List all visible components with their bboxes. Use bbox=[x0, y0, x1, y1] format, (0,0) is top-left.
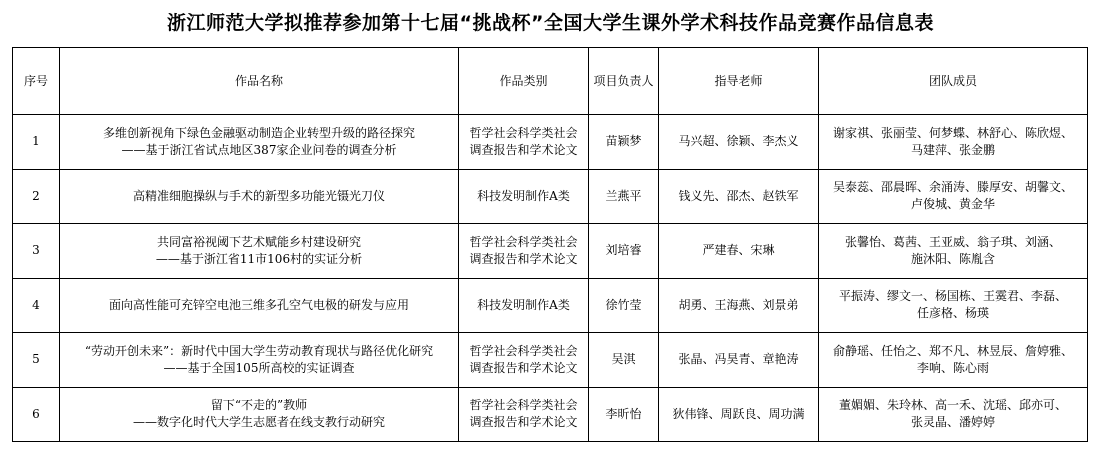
works-info-table bbox=[12, 47, 1088, 442]
cell-leader: 徐竹莹 bbox=[589, 278, 659, 333]
category-line-1: 哲学社会科学类社会 bbox=[469, 234, 578, 249]
category-line-1: 科技发明制作A类 bbox=[477, 297, 570, 312]
members-line-2: 张灵晶、潘婷婷 bbox=[910, 415, 995, 430]
cell-advisor: 张晶、冯昊青、章艳涛 bbox=[659, 333, 819, 388]
cell-name bbox=[60, 333, 459, 388]
name-line-1: 共同富裕视阈下艺术赋能乡村建设研究 bbox=[156, 234, 361, 249]
category-line-1: 哲学社会科学类社会 bbox=[469, 398, 578, 413]
name-line-2: ——基于浙江省11市106村的实证分析 bbox=[155, 251, 363, 266]
name-line-2: ——基于全国105所高校的实证调查 bbox=[163, 360, 355, 375]
table-header-row bbox=[13, 48, 1088, 115]
page-title: 浙江师范大学拟推荐参加第十七届“挑战杯”全国大学生课外学术科技作品竞赛作品信息表 bbox=[167, 12, 934, 34]
category-line-2: 调查报告和学术论文 bbox=[469, 415, 578, 430]
cell-name bbox=[60, 115, 459, 170]
cell-members bbox=[819, 387, 1088, 442]
cell-advisor: 严建春、宋琳 bbox=[659, 224, 819, 279]
header-index: 序号 bbox=[13, 48, 60, 115]
cell-category bbox=[459, 115, 589, 170]
name-line-1: 留下“不走的”教师 bbox=[210, 398, 308, 413]
cell-name bbox=[60, 224, 459, 279]
table-row bbox=[13, 224, 1088, 279]
cell-members bbox=[819, 224, 1088, 279]
header-leader: 项目负责人 bbox=[589, 48, 659, 115]
cell-index: 1 bbox=[13, 115, 60, 170]
category-line-1: 科技发明制作A类 bbox=[477, 188, 570, 203]
cell-advisor: 马兴超、徐颖、李杰义 bbox=[659, 115, 819, 170]
cell-advisor: 钱义先、邵杰、赵铁军 bbox=[659, 169, 819, 224]
cell-leader: 吴淇 bbox=[589, 333, 659, 388]
name-line-2: ——基于浙江省试点地区387家企业问卷的调查分析 bbox=[121, 142, 397, 157]
header-members: 团队成员 bbox=[819, 48, 1088, 115]
name-line-1: “劳动开创未来”：新时代中国大学生劳动教育现状与路径优化研究 bbox=[84, 343, 434, 358]
category-line-2: 调查报告和学术论文 bbox=[469, 360, 578, 375]
cell-index: 3 bbox=[13, 224, 60, 279]
members-line-1: 俞静瑶、任怡之、郑不凡、林昱辰、詹婷雅、 bbox=[832, 343, 1073, 358]
cell-name bbox=[60, 169, 459, 224]
cell-index: 6 bbox=[13, 387, 60, 442]
name-line-1: 多维创新视角下绿色金融驱动制造企业转型升级的路径探究 bbox=[102, 125, 415, 140]
cell-members bbox=[819, 278, 1088, 333]
cell-index: 4 bbox=[13, 278, 60, 333]
cell-index: 2 bbox=[13, 169, 60, 224]
cell-name bbox=[60, 387, 459, 442]
members-line-1: 谢家祺、张丽莹、何梦蝶、林舒心、陈欣煜、 bbox=[832, 125, 1073, 140]
cell-category bbox=[459, 169, 589, 224]
cell-leader: 苗颖梦 bbox=[589, 115, 659, 170]
category-line-2: 调查报告和学术论文 bbox=[469, 251, 578, 266]
members-line-1: 平振涛、缪文一、杨国栋、王霙君、李磊、 bbox=[838, 289, 1067, 304]
table-row bbox=[13, 387, 1088, 442]
table-row bbox=[13, 333, 1088, 388]
cell-members bbox=[819, 115, 1088, 170]
table-row bbox=[13, 169, 1088, 224]
cell-category bbox=[459, 278, 589, 333]
members-line-2: 任彦格、杨瑛 bbox=[916, 306, 989, 321]
header-advisor: 指导老师 bbox=[659, 48, 819, 115]
cell-category bbox=[459, 387, 589, 442]
cell-leader: 刘培睿 bbox=[589, 224, 659, 279]
cell-advisor: 狄伟锋、周跃良、周功满 bbox=[659, 387, 819, 442]
cell-name bbox=[60, 278, 459, 333]
cell-advisor: 胡勇、王海燕、刘景弟 bbox=[659, 278, 819, 333]
name-line-1: 高精准细胞操纵与手术的新型多功能光镊光刀仪 bbox=[132, 188, 385, 203]
cell-leader: 李昕怡 bbox=[589, 387, 659, 442]
members-line-1: 董媚媚、朱玲林、高一禾、沈瑶、邱亦可、 bbox=[838, 398, 1067, 413]
category-line-2: 调查报告和学术论文 bbox=[469, 142, 578, 157]
members-line-1: 吴泰蕊、邵晨晖、余涌涛、滕厚安、胡馨文、 bbox=[832, 180, 1073, 195]
header-name: 作品名称 bbox=[60, 48, 459, 115]
header-category: 作品类别 bbox=[459, 48, 589, 115]
members-line-2: 李响、陈心雨 bbox=[916, 360, 989, 375]
table-row bbox=[13, 278, 1088, 333]
cell-index: 5 bbox=[13, 333, 60, 388]
table-row bbox=[13, 115, 1088, 170]
name-line-1: 面向高性能可充锌空电池三维多孔空气电极的研发与应用 bbox=[108, 297, 409, 312]
category-line-1: 哲学社会科学类社会 bbox=[469, 125, 578, 140]
name-line-2: ——数字化时代大学生志愿者在线支教行动研究 bbox=[132, 415, 385, 430]
cell-members bbox=[819, 169, 1088, 224]
cell-category bbox=[459, 224, 589, 279]
members-line-2: 卢俊城、黄金华 bbox=[910, 197, 995, 212]
cell-leader: 兰燕平 bbox=[589, 169, 659, 224]
category-line-1: 哲学社会科学类社会 bbox=[469, 343, 578, 358]
cell-category bbox=[459, 333, 589, 388]
members-line-1: 张馨怡、葛茜、王亚威、翁子琪、刘涵、 bbox=[844, 234, 1061, 249]
cell-members bbox=[819, 333, 1088, 388]
members-line-2: 马建萍、张金鹏 bbox=[910, 142, 995, 157]
members-line-2: 施沐阳、陈胤含 bbox=[910, 251, 995, 266]
